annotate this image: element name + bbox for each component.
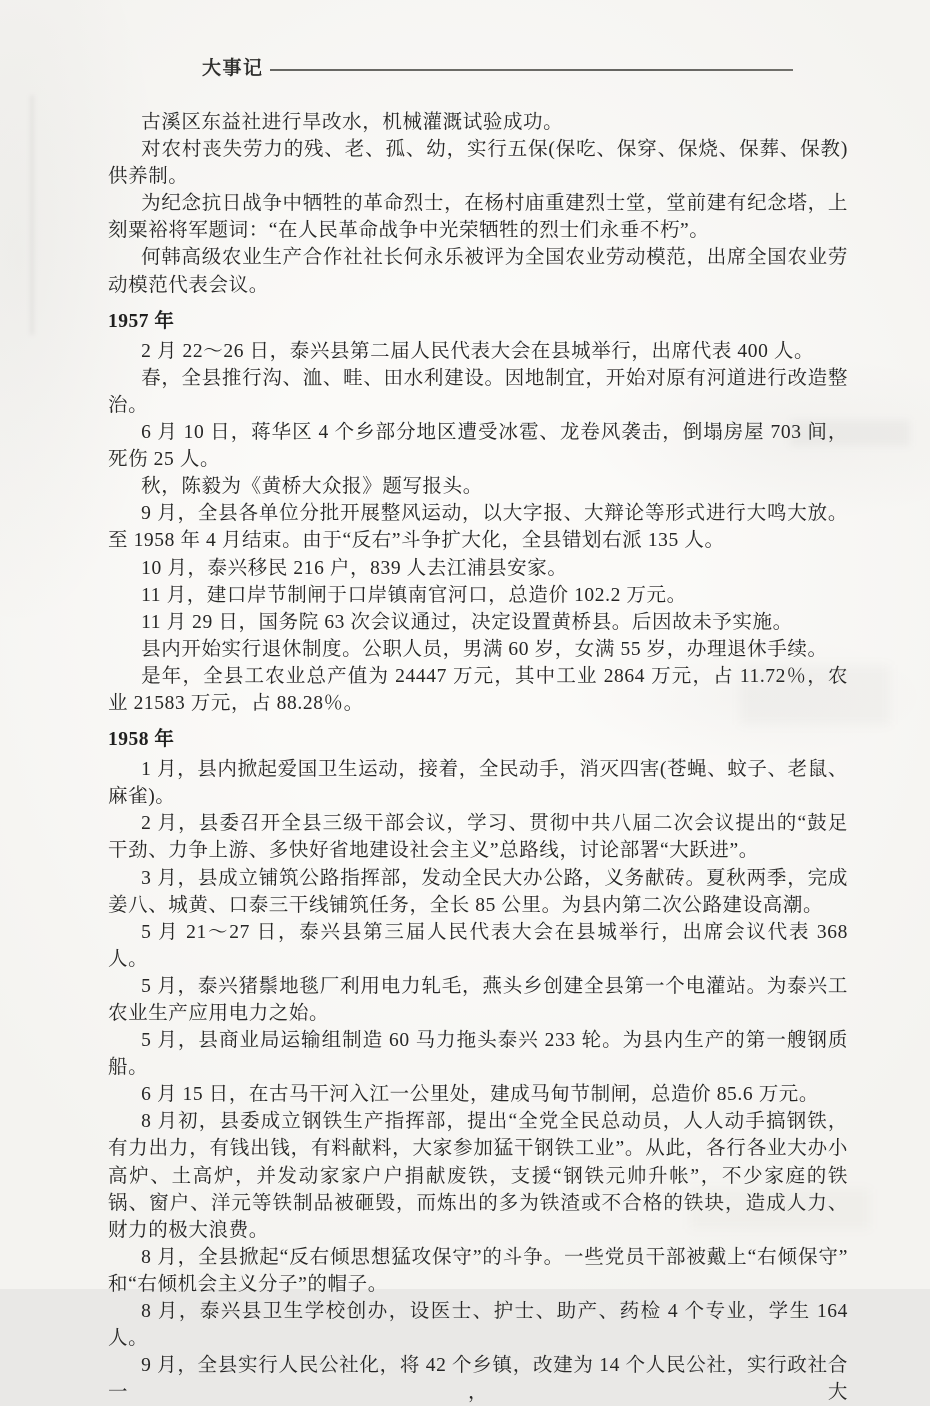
event-paragraph: 5 月 21～27 日，泰兴县第三届人民代表大会在县城举行，出席会议代表 368 人。 bbox=[108, 921, 848, 970]
event-paragraph: 是年，全县工农业总产值为 24447 万元，其中工业 2864 万元，占 11.72％，农业 21583 万元，占 88.28％。 bbox=[108, 665, 848, 714]
event-paragraph: 5 月，县商业局运输组制造 60 马力拖头泰兴 233 轮。为县内生产的第一艘钢质船。 bbox=[108, 1030, 848, 1079]
event-paragraph: 6 月 10 日，蒋华区 4 个乡部分地区遭受冰雹、龙卷风袭击，倒塌房屋 703 间，死伤 25 人。 bbox=[108, 422, 848, 471]
event-paragraph-continued: 9 月，全县实行人民公社化，将 42 个乡镇，改建为 14 个人民公社，实行政社合一，大 bbox=[108, 1355, 848, 1404]
event-paragraph: 8 月初，县委成立钢铁生产指挥部，提出“全党全民总动员，人人动手搞钢铁，有力出力，有钱出钱，有料献料，大家参加猛干钢铁工业”。从此，各行各业大办小高炉、土高炉，并发动家家户户捐献废铁，支援“钢铁元帅升帐”，不少家庭的铁锅、窗户、洋元等铁制品被砸毁，而炼出的多为铁渣或不合格的铁块，造成人力、财力的极大浪费。 bbox=[108, 1111, 848, 1241]
document-body bbox=[108, 109, 848, 1406]
scan-artifact bbox=[30, 95, 34, 335]
header-rule bbox=[270, 69, 793, 71]
event-paragraph: 对农村丧失劳力的残、老、孤、幼，实行五保(保吃、保穿、保烧、保葬、保教)供养制。 bbox=[108, 139, 848, 188]
section-heading-1958: 1958 年 bbox=[108, 729, 175, 751]
event-paragraph: 2 月 22～26 日，泰兴县第二届人民代表大会在县城举行，出席代表 400 人。 bbox=[141, 340, 815, 362]
event-paragraph: 3 月，县成立铺筑公路指挥部，发动全民大办公路，义务献砖。夏秋两季，完成姜八、城黄、口泰三干线铺筑任务，全长 85 公里。为县内第二次公路建设高潮。 bbox=[108, 867, 848, 916]
event-paragraph: 8 月，全县掀起“反右倾思想猛攻保守”的斗争。一些党员干部被戴上“右倾保守”和“右倾机会主义分子”的帽子。 bbox=[108, 1246, 848, 1295]
event-paragraph: 春，全县推行沟、洫、畦、田水利建设。因地制宜，开始对原有河道进行改造整治。 bbox=[108, 367, 848, 416]
event-paragraph: 11 月，建口岸节制闸于口岸镇南官河口，总造价 102.2 万元。 bbox=[141, 584, 687, 606]
event-paragraph: 9 月，全县各单位分批开展整风运动，以大字报、大辩论等形式进行大鸣大放。至 1958 年 4 月结束。由于“反右”斗争扩大化，全县错划右派 135 人。 bbox=[108, 503, 848, 552]
section-heading-1957: 1957 年 bbox=[108, 310, 175, 332]
event-paragraph: 2 月，县委召开全县三级干部会议，学习、贯彻中共八届二次会议提出的“鼓足干劲、力争上游、多快好省地建设社会主义”总路线，讨论部署“大跃进”。 bbox=[108, 813, 848, 862]
event-paragraph: 5 月，泰兴猪鬃地毯厂利用电力轧毛，燕头乡创建全县第一个电灌站。为泰兴工农业生产应用电力之始。 bbox=[108, 975, 848, 1024]
event-paragraph: 10 月，泰兴移民 216 户，839 人去江浦县安家。 bbox=[141, 557, 568, 579]
event-paragraph: 6 月 15 日，在古马干河入江一公里处，建成马甸节制闸，总造价 85.6 万元。 bbox=[141, 1084, 819, 1106]
event-paragraph: 11 月 29 日，国务院 63 次会议通过，决定设置黄桥县。后因故未予实施。 bbox=[141, 611, 793, 633]
event-paragraph: 8 月，泰兴县卫生学校创办，设医士、护士、助产、药检 4 个专业，学生 164 人。 bbox=[108, 1301, 848, 1350]
page-title: 大事记 bbox=[202, 58, 264, 79]
event-paragraph: 何韩高级农业生产合作社社长何永乐被评为全国农业劳动模范，出席全国农业劳动模范代表会议。 bbox=[108, 247, 848, 296]
page-header bbox=[0, 58, 930, 84]
event-paragraph: 县内开始实行退休制度。公职人员，男满 60 岁，女满 55 岁，办理退休手续。 bbox=[141, 638, 828, 660]
event-paragraph: 1 月，县内掀起爱国卫生运动，接着，全民动手，消灭四害(苍蝇、蚊子、老鼠、麻雀)。 bbox=[108, 759, 848, 808]
event-paragraph: 古溪区东益社进行旱改水，机械灌溉试验成功。 bbox=[141, 112, 564, 133]
event-paragraph: 为纪念抗日战争中牺牲的革命烈士，在杨村庙重建烈士堂，堂前建有纪念塔，上刻粟裕将军题词：“在人民革命战争中光荣牺牲的烈士们永垂不朽”。 bbox=[108, 193, 848, 242]
event-paragraph: 秋，陈毅为《黄桥大众报》题写报头。 bbox=[141, 476, 483, 498]
